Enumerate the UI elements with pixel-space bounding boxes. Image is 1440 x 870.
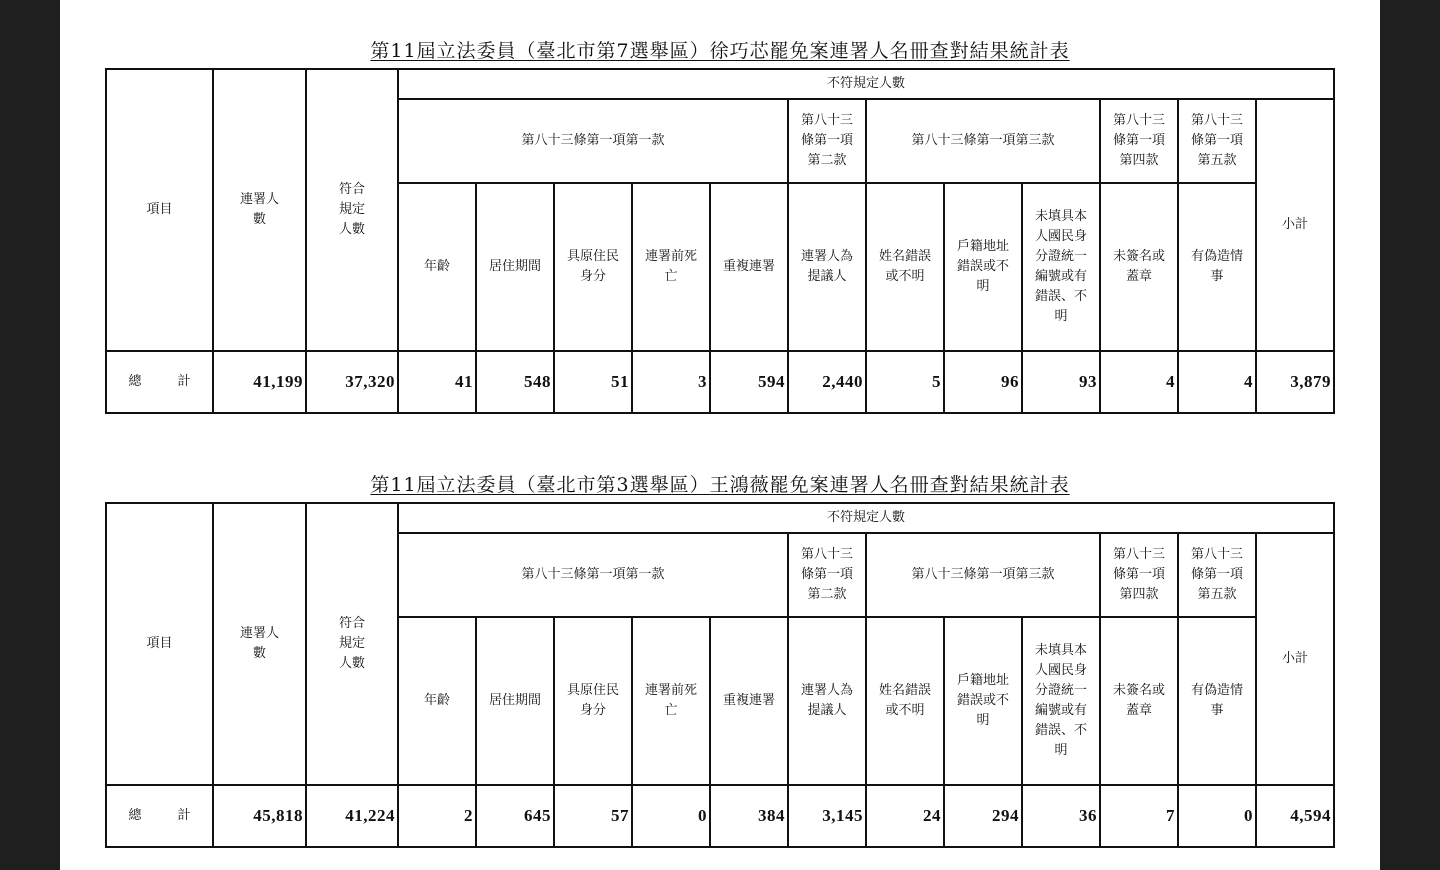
header-clause3: 第八十三條第一項第三款 bbox=[866, 533, 1100, 617]
header-id-error: 未填具本人國民身分證統一編號或有錯誤、不明 bbox=[1022, 183, 1100, 351]
value-residence: 645 bbox=[476, 785, 554, 847]
header-clause4: 第八十三條第一項第四款 bbox=[1100, 99, 1178, 183]
header-subtotal: 小計 bbox=[1256, 533, 1334, 785]
total-row bbox=[106, 351, 1334, 413]
header-valid: 符合規定人數 bbox=[306, 69, 398, 351]
header-clause5: 第八十三條第一項第五款 bbox=[1178, 99, 1256, 183]
header-invalid: 不符規定人數 bbox=[398, 503, 1334, 533]
value-duplicate: 594 bbox=[710, 351, 788, 413]
value-id-error: 93 bbox=[1022, 351, 1100, 413]
value-no-signature: 4 bbox=[1100, 351, 1178, 413]
header-deceased: 連署前死亡 bbox=[632, 617, 710, 785]
total-label: 總 計 bbox=[106, 351, 213, 413]
value-deceased: 3 bbox=[632, 351, 710, 413]
header-invalid: 不符規定人數 bbox=[398, 69, 1334, 99]
header-clause5: 第八十三條第一項第五款 bbox=[1178, 533, 1256, 617]
header-forgery: 有偽造情事 bbox=[1178, 183, 1256, 351]
table-title: 第11屆立法委員（臺北市第3選舉區）王鴻薇罷免案連署人名冊查對結果統計表 bbox=[370, 474, 1070, 496]
total-row bbox=[106, 785, 1334, 847]
header-signers: 連署人數 bbox=[213, 503, 306, 785]
header-item: 項目 bbox=[106, 503, 213, 785]
value-deceased: 0 bbox=[632, 785, 710, 847]
table-title: 第11屆立法委員（臺北市第7選舉區）徐巧芯罷免案連署人名冊查對結果統計表 bbox=[370, 40, 1070, 62]
value-forgery: 4 bbox=[1178, 351, 1256, 413]
value-address-error: 96 bbox=[944, 351, 1022, 413]
value-indigenous: 51 bbox=[554, 351, 632, 413]
header-indigenous: 具原住民身分 bbox=[554, 617, 632, 785]
header-clause1: 第八十三條第一項第一款 bbox=[398, 533, 788, 617]
value-signers: 45,818 bbox=[213, 785, 306, 847]
header-age: 年齡 bbox=[398, 617, 476, 785]
header-indigenous: 具原住民身分 bbox=[554, 183, 632, 351]
value-proposer: 3,145 bbox=[788, 785, 866, 847]
header-item: 項目 bbox=[106, 69, 213, 351]
value-subtotal: 3,879 bbox=[1256, 351, 1334, 413]
value-signers: 41,199 bbox=[213, 351, 306, 413]
header-address-error: 戶籍地址錯誤或不明 bbox=[944, 617, 1022, 785]
header-residence: 居住期間 bbox=[476, 617, 554, 785]
header-no-signature: 未簽名或蓋章 bbox=[1100, 617, 1178, 785]
header-address-error: 戶籍地址錯誤或不明 bbox=[944, 183, 1022, 351]
value-name-error: 24 bbox=[866, 785, 944, 847]
header-subtotal: 小計 bbox=[1256, 99, 1334, 351]
header-clause4: 第八十三條第一項第四款 bbox=[1100, 533, 1178, 617]
header-valid: 符合規定人數 bbox=[306, 503, 398, 785]
value-name-error: 5 bbox=[866, 351, 944, 413]
value-indigenous: 57 bbox=[554, 785, 632, 847]
statistics-table bbox=[105, 502, 1335, 848]
value-address-error: 294 bbox=[944, 785, 1022, 847]
value-valid: 41,224 bbox=[306, 785, 398, 847]
header-name-error: 姓名錯誤或不明 bbox=[866, 183, 944, 351]
header-clause3: 第八十三條第一項第三款 bbox=[866, 99, 1100, 183]
header-id-error: 未填具本人國民身分證統一編號或有錯誤、不明 bbox=[1022, 617, 1100, 785]
header-duplicate: 重複連署 bbox=[710, 183, 788, 351]
value-subtotal: 4,594 bbox=[1256, 785, 1334, 847]
value-valid: 37,320 bbox=[306, 351, 398, 413]
document-page bbox=[60, 0, 1380, 870]
header-duplicate: 重複連署 bbox=[710, 617, 788, 785]
value-forgery: 0 bbox=[1178, 785, 1256, 847]
value-duplicate: 384 bbox=[710, 785, 788, 847]
value-age: 41 bbox=[398, 351, 476, 413]
header-clause2: 第八十三條第一項第二款 bbox=[788, 99, 866, 183]
header-residence: 居住期間 bbox=[476, 183, 554, 351]
value-residence: 548 bbox=[476, 351, 554, 413]
value-age: 2 bbox=[398, 785, 476, 847]
total-label: 總 計 bbox=[106, 785, 213, 847]
header-deceased: 連署前死亡 bbox=[632, 183, 710, 351]
header-proposer: 連署人為提議人 bbox=[788, 183, 866, 351]
header-age: 年齡 bbox=[398, 183, 476, 351]
header-clause2: 第八十三條第一項第二款 bbox=[788, 533, 866, 617]
value-id-error: 36 bbox=[1022, 785, 1100, 847]
value-proposer: 2,440 bbox=[788, 351, 866, 413]
header-forgery: 有偽造情事 bbox=[1178, 617, 1256, 785]
header-no-signature: 未簽名或蓋章 bbox=[1100, 183, 1178, 351]
value-no-signature: 7 bbox=[1100, 785, 1178, 847]
statistics-table bbox=[105, 68, 1335, 414]
header-name-error: 姓名錯誤或不明 bbox=[866, 617, 944, 785]
header-proposer: 連署人為提議人 bbox=[788, 617, 866, 785]
header-signers: 連署人數 bbox=[213, 69, 306, 351]
header-clause1: 第八十三條第一項第一款 bbox=[398, 99, 788, 183]
